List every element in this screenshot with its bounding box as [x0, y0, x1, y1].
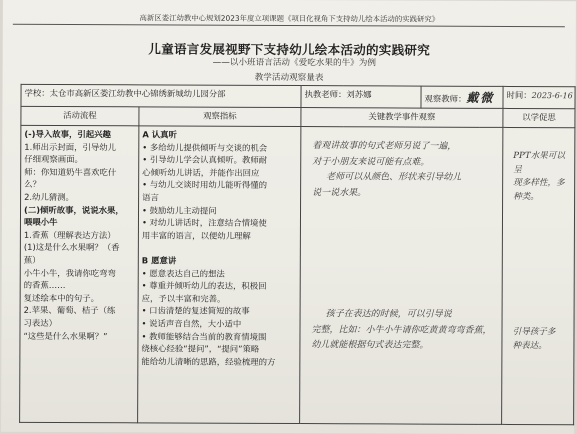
- flow-line: “这些是什么水果啊？”: [23, 330, 108, 341]
- observation-cell: [300, 127, 503, 425]
- indicator-line: • 鼓励幼儿主动提问: [142, 204, 217, 216]
- observation-note-2: 孩子在表达的时候，可以引导说 完整，比如：小牛小牛请你吃黄黄弯弯香蕉， 幼儿就能根据句式表达完整。: [311, 309, 492, 351]
- teacher-label: 执教老师：: [304, 89, 347, 100]
- time-value: 2023-6-16: [531, 91, 573, 101]
- school-value: 太仓市高新区娄江幼教中心锦绣新城幼儿园分部: [49, 87, 226, 99]
- school-label: 学校：: [24, 87, 50, 98]
- indicator-line: • 对幼儿讲话时，注意结合情境使: [141, 217, 267, 229]
- observer-signature: 戴微: [466, 90, 495, 105]
- flow-line: 小牛小牛，我请你吃弯弯: [23, 267, 116, 278]
- document-title: 儿童语言发展视野下支持幼儿绘本活动的实践研究: [148, 41, 431, 58]
- column-header-promote: 以学促思: [503, 108, 575, 127]
- flow-cell: [20, 125, 139, 423]
- flow-line: (-)导入故事，引起兴趣: [24, 128, 111, 140]
- column-header-observation: 关键教学事件观察: [301, 108, 503, 128]
- flow-line: 2.幼儿猜测。: [24, 191, 74, 203]
- flow-line: 师：你知道奶牛喜欢吃什: [24, 166, 117, 178]
- indicator-line: • 尊重并倾听幼儿的表达，积极回: [141, 280, 267, 292]
- column-header-row: [21, 106, 575, 127]
- indicator-line: • 与幼儿交谈时用幼儿能听得懂的: [142, 179, 268, 191]
- flow-line: 习表达）: [23, 317, 58, 328]
- promote-notes: [505, 130, 571, 422]
- observation-table: [19, 84, 575, 425]
- promote-note-1: PPT水果可以呈 现多样性，多 种类。: [513, 150, 565, 202]
- column-header-flow: 活动流程: [21, 106, 139, 126]
- indicator-line: • 教师能够结合当前的教育情境围: [141, 330, 267, 342]
- indicator-line: • 多给幼儿提供倾听与交谈的机会: [142, 141, 268, 153]
- indicator-line: • 口齿清楚的复述简短的故事: [141, 305, 250, 317]
- indicator-line: 绕核心经验“提问”，“提问”策略: [141, 343, 260, 354]
- observation-notes: [303, 129, 499, 422]
- indicator-line: • 愿意表达自己的想法: [141, 267, 225, 279]
- indicator-line: • 说话声音自然，大小适中: [141, 318, 242, 329]
- flow-line: 2.苹果、葡萄、桔子（练: [23, 305, 116, 316]
- flow-line: 1.香蕉（理解表达方法）: [23, 229, 116, 240]
- flow-line: (1)这是什么水果啊？（香: [23, 242, 120, 253]
- observer-label: 观察教师：: [424, 93, 467, 104]
- content-row: [20, 125, 575, 424]
- indicator-line: 用丰富的语言，以便幼儿理解: [141, 230, 251, 241]
- flow-line: 的香蕉……: [23, 279, 66, 291]
- indicator-line: 语言: [142, 192, 159, 203]
- flow-line: 1.师出示封面，引导幼儿: [24, 141, 117, 152]
- indicator-line: 应，予以丰富和完善。: [141, 293, 226, 304]
- school-cell: [21, 84, 301, 107]
- document-sheet: [1, 0, 576, 434]
- flow-line: 蕉）: [23, 254, 41, 265]
- table-title: 教学活动观察量表: [254, 72, 324, 84]
- indicator-heading: B 愿意讲: [141, 255, 177, 266]
- indicator-heading: A 认真听: [142, 129, 177, 140]
- column-header-indicators: 观察指标: [139, 107, 301, 127]
- promote-cell: [502, 127, 575, 424]
- teacher-value: 刘苏娜: [346, 89, 372, 100]
- flow-line: 复述绘本中的句子。: [23, 292, 100, 303]
- project-header: 高新区娄江幼教中心规划2023年度立项课题《项目化视角下支持幼儿绘本活动的实践研究》: [139, 13, 440, 24]
- indicator-spacer: [142, 242, 297, 255]
- flow-line: 仔细观察画面。: [24, 154, 83, 165]
- indicator-line: • 引导幼儿学会认真倾听。教师耐: [142, 154, 268, 166]
- time-label: 时间：: [506, 89, 532, 101]
- indicator-line: 能给幼儿清晰的思路，经验梳理的方: [141, 356, 276, 367]
- flow-line: 喂喂小牛: [23, 217, 58, 228]
- observer-cell: [421, 86, 503, 108]
- flow-line: 么？: [24, 179, 41, 190]
- promote-note-2: 引导孩子多 种表达。: [512, 326, 556, 351]
- teacher-cell: [301, 86, 421, 109]
- observation-note-1: 着观讲故事的句式老师另说了一遍， 对于小朋友来说可能有点难。 老师可以从颜色、形状来引导幼儿 说一说水果。: [312, 141, 462, 198]
- indicator-cell: [138, 126, 301, 424]
- info-row: [21, 84, 575, 108]
- flow-line: (二)倾听故事，说说水果，: [24, 204, 124, 215]
- document-subtitle: ——以小班语言活动《爱吃水果的牛》为例: [212, 57, 376, 69]
- indicator-line: 心倾听幼儿讲话，并能作出回应: [142, 167, 260, 178]
- time-cell: [503, 86, 575, 108]
